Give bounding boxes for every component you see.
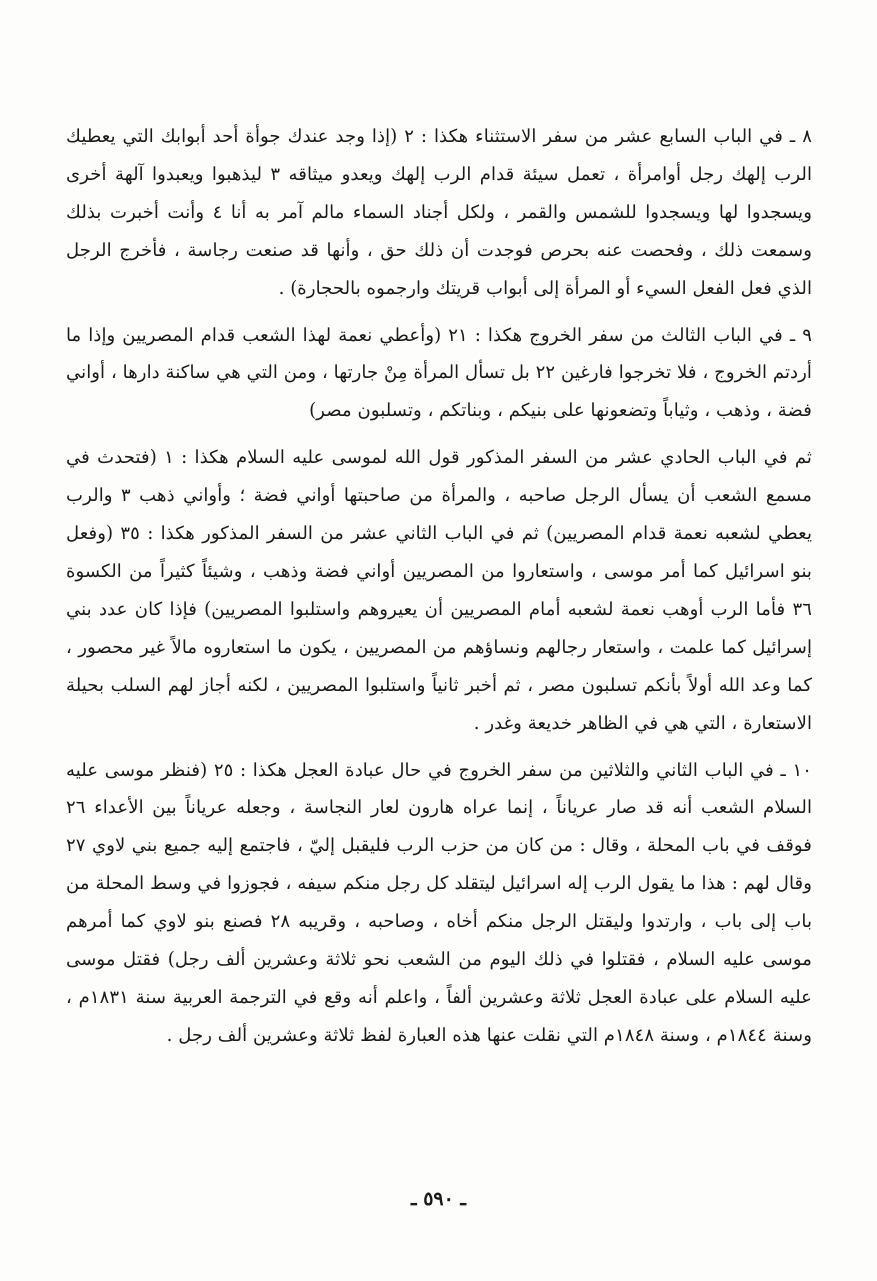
paragraph-8: ٨ ـ في الباب السابع عشر من سفر الاستثناء هكذا : ٢ (إذا وجد عندك جوأة أحد أبوابك التي يعطيك الرب إلهك رجل أوامرأة ، تعمل سيئة قدام الرب إلهك ويعدو ميثاقه ٣ ليذهبوا ويعبدوا آلهة أخرى ويسجدوا لها ويسجدوا للشمس والقمر ، ولكل أجناد السماء مالم آمر به أنا ٤ وأنت أخبرت بذلك وسمعت ذلك ، وفحصت عنه بحرص فوجدت أن ذلك حق ، وأنها قد صنعت رجاسة ، فأخرج الرجل الذي فعل الفعل السيء أو المرأة إلى أبواب قريتك وارجموه بالحجارة) . xyxy=(66,126,812,299)
paragraph-10: ١٠ ـ في الباب الثاني والثلاثين من سفر الخروج في حال عبادة العجل هكذا : ٢٥ (فنظر موسى عليه السلام الشعب أنه قد صار عرياناً ، إنما عراه هارون لعار النجاسة ، وجعله عرياناً بين الأعداء ٢٦ فوقف في باب المحلة ، وقال : من كان من حزب الرب فليقبل إليّ ، فاجتمع إليه جميع بني لاوي ٢٧ وقال لهم : هذا ما يقول الرب إله اسرائيل ليتقلد كل رجل منكم سيفه ، فجوزوا في وسط المحلة من باب إلى باب ، وارتدوا وليقتل الرجل منكم أخاه ، وصاحبه ، وقريبه ٢٨ فصنع بنو لاوي كما أمرهم موسى عليه السلام ، فقتلوا في ذلك اليوم من الشعب نحو ثلاثة وعشرين ألف رجل) فقتل موسى عليه السلام على عبادة العجل ثلاثة وعشرين ألفاً ، واعلم أنه وقع في الترجمة العربية سنة ١٨٣١م ، وسنة ١٨٤٤م ، وسنة ١٨٤٨م التي نقلت عنها هذه العبارة لفظ ثلاثة وعشرين ألف رجل . xyxy=(66,759,813,1046)
paragraph-9-continued: ثم في الباب الحادي عشر من السفر المذكور قول الله لموسى عليه السلام هكذا : ١ (فتحدث في مسمع الشعب أن يسأل الرجل صاحبه ، والمرأة من صاحبتها أواني فضة ؛ وأواني ذهب ٣ والرب يعطي لشعبه نعمة قدام المصريين) ثم في الباب الثاني عشر من السفر المذكور هكذا : ٣٥ (وفعل بنو اسرائيل كما أمر موسى ، واستعاروا من المصريين أواني فضة وذهب ، وشيئاً كثيراً من الكسوة ٣٦ فأما الرب أوهب نعمة لشعبه أمام المصريين أن يعيروهم واستلبوا المصريين) فإذا كان عدد بني إسرائيل كما علمت ، واستعار رجالهم ونساؤهم من المصريين ، يكون ما استعاروه مالاً غير محصور ، كما وعد الله أولاً بأنكم تسلبون مصر ، ثم أخبر ثانياً واستلبوا المصريين ، لكنه أجاز لهم السلب بحيلة الاستعارة ، التي هي في الظاهر خديعة وغدر . xyxy=(66,447,813,734)
body-text xyxy=(66,118,812,1055)
paragraph-9: ٩ ـ في الباب الثالث من سفر الخروج هكذا : ٢١ (وأعطي نعمة لهذا الشعب قدام المصريين وإذا ما أردتم الخروج ، فلا تخرجوا فارغين ٢٢ بل تسأل المرأة مِنْ جارتها ، ومن التي هي ساكنة دارها ، أواني فضة ، وذهب ، وثياباً وتضعونها على بنيكم ، وبناتكم ، وتسلبون مصر) xyxy=(66,324,812,422)
page-number: ـ ٥٩٠ ـ xyxy=(411,1188,466,1210)
